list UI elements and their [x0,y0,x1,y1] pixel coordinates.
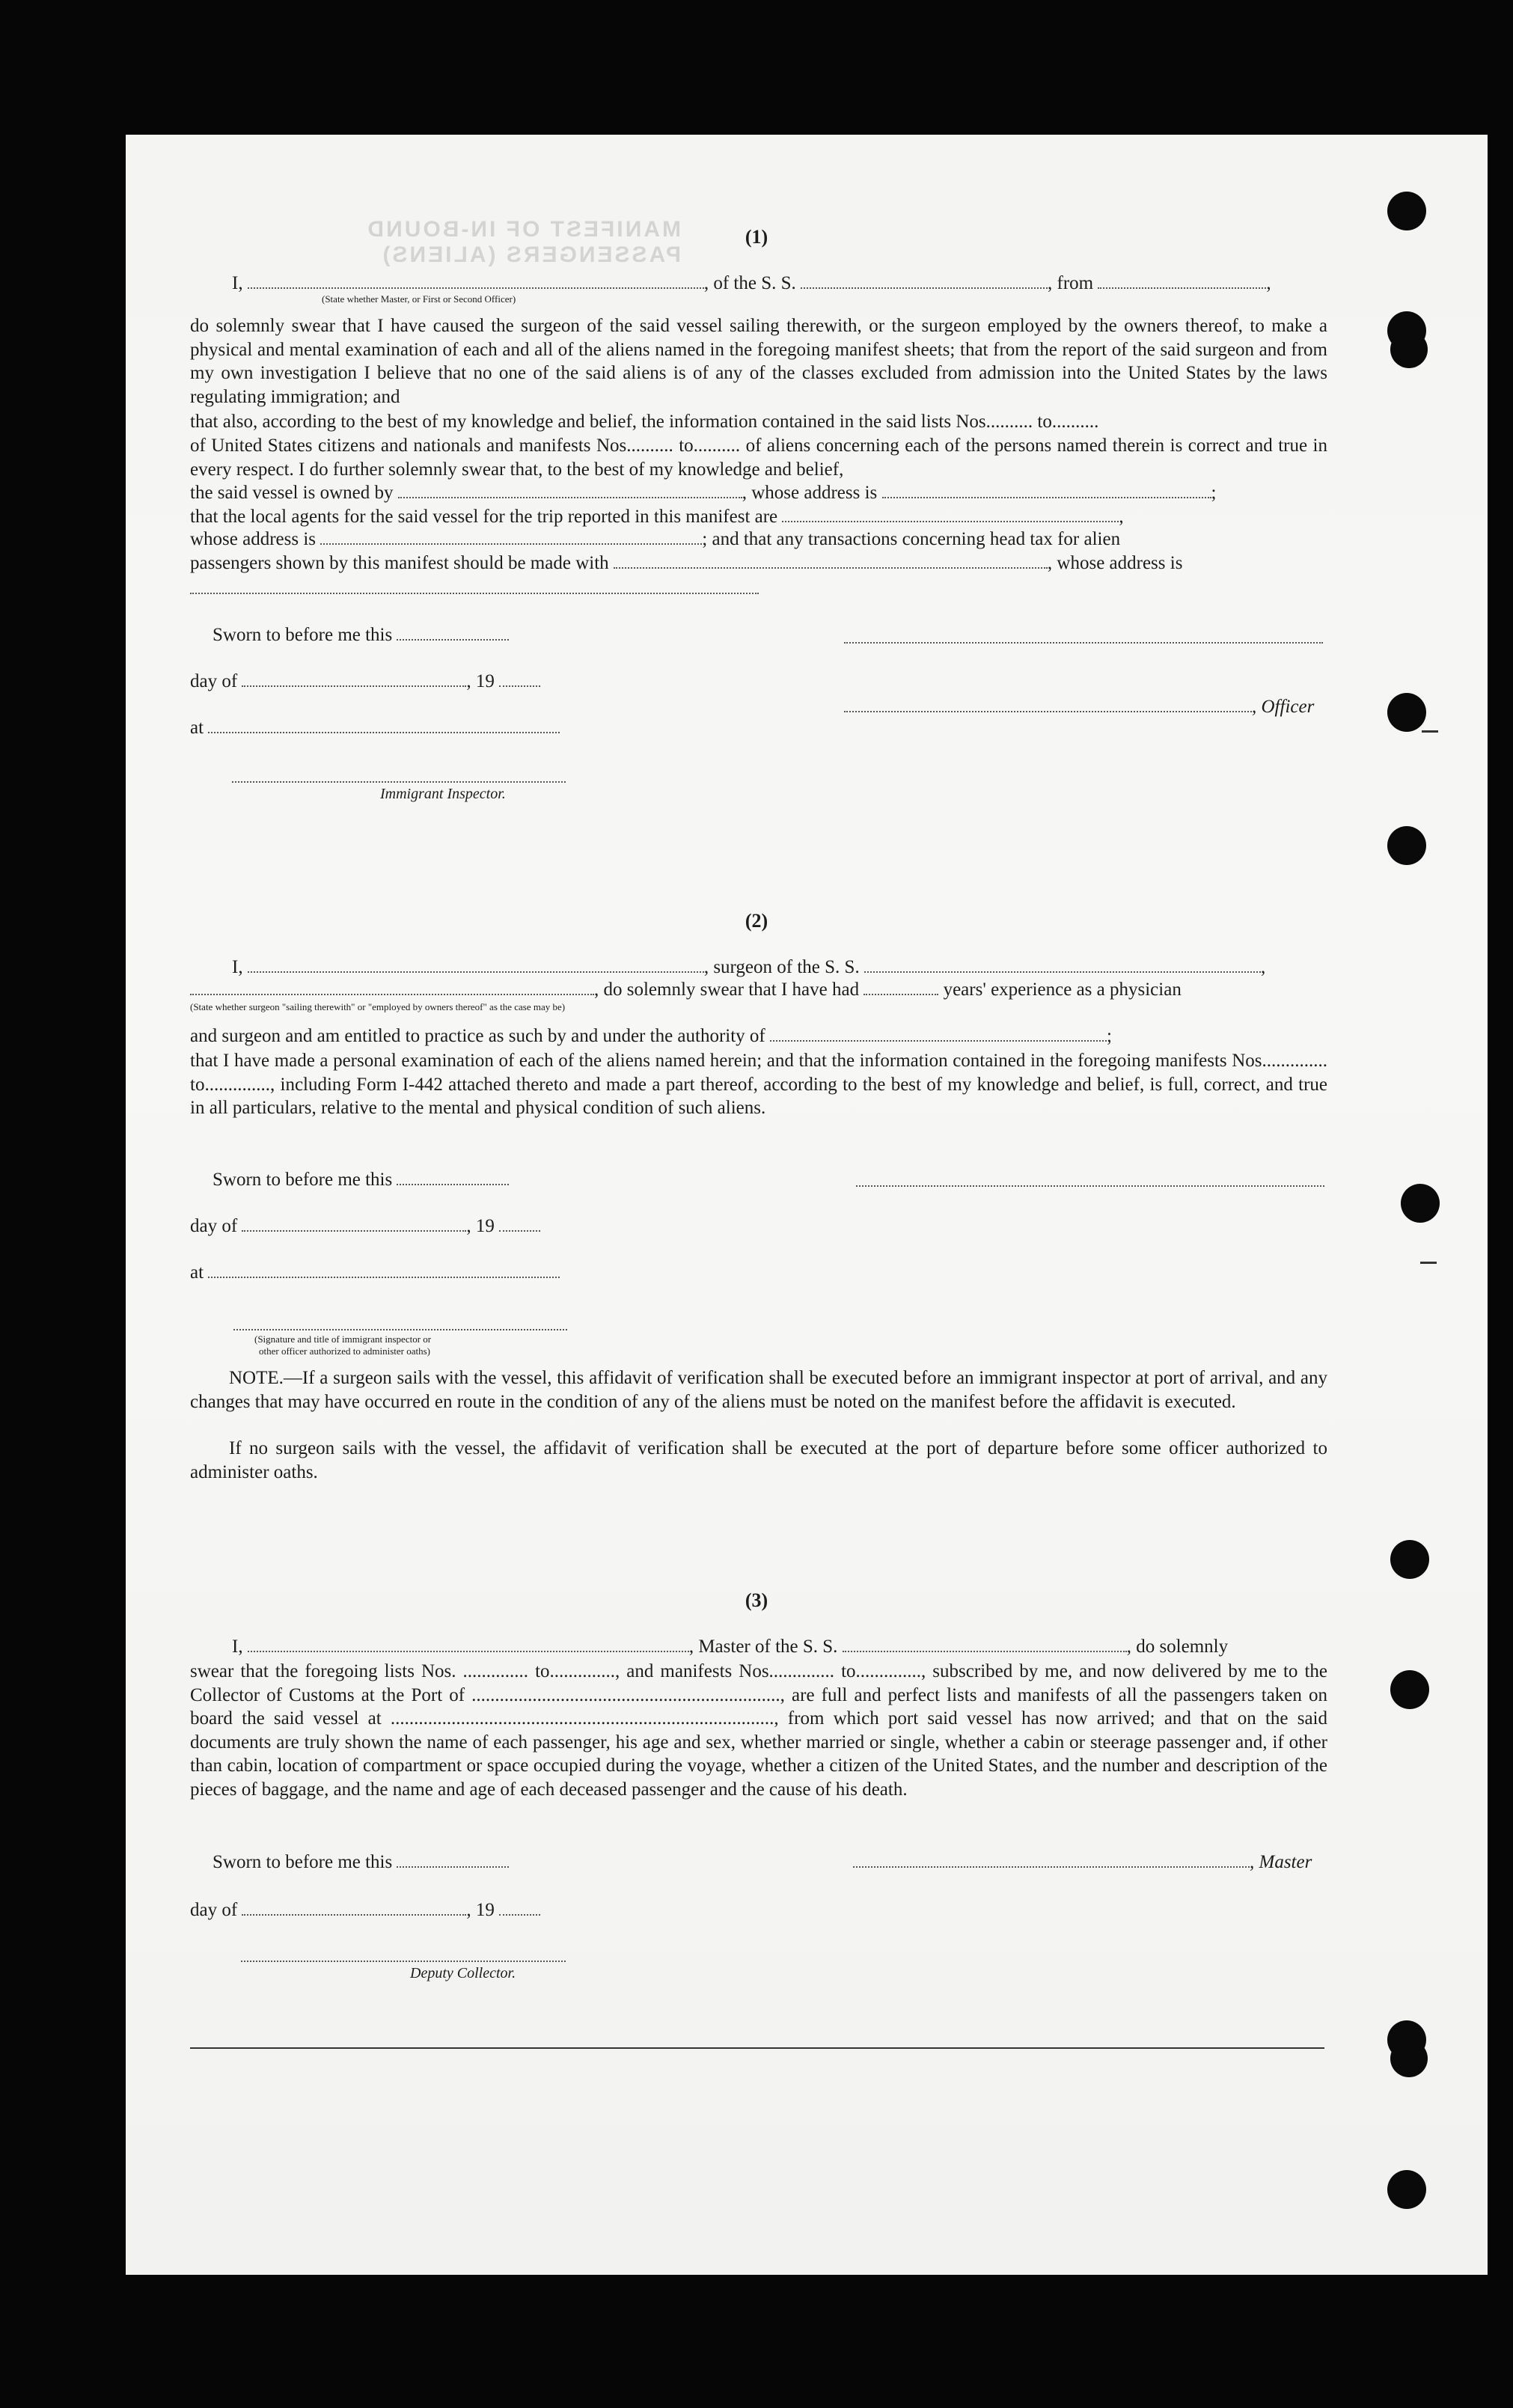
s1-day-of: day of , 19 [190,670,540,692]
s1-body-a: do solemnly swear that I have caused the surgeon of the said vessel sailing therewith, or the surgeon employed by the owners thereof, to make a physical and mental examination of each and all of the aliens named in the foregoing manifest sheets; that from the report of the said surgeon and from my own investigation I believe that no one of the said aliens is of any of the classes excluded from admission into the United States by the laws regulating immigration; and [190,316,1327,407]
s1-sworn: Sworn to before me this [213,624,509,646]
owner-address-blank[interactable] [882,482,1211,498]
binder-hole [1387,2170,1426,2209]
surgeon-status-blank[interactable] [190,979,594,995]
master-vessel-blank[interactable] [843,1636,1127,1652]
binder-hole [1390,1670,1429,1709]
sworn-date-blank[interactable] [397,1851,509,1868]
s1-officer: , Officer [844,696,1314,718]
section-3-heading: (3) [745,1589,768,1611]
collector-signature-line[interactable] [241,1961,566,1962]
surgeon-signature-line[interactable] [856,1185,1324,1187]
section-1-heading: (1) [745,226,768,248]
officer-title-blank[interactable] [844,696,1252,712]
officer-name-blank[interactable] [248,272,704,289]
at-blank[interactable] [208,1262,560,1278]
s2-note: NOTE.—If a surgeon sails with the vessel, this affidavit of verification shall be executed before an immigrant inspector at port of arrival, and any changes that may have occurred en route in the condition of any of the aliens must be noted on the manifest before the affidavit is executed. [190,1368,1327,1412]
inspector-signature-line[interactable] [232,781,566,783]
agents-address-blank[interactable] [320,528,702,545]
sworn-date-blank[interactable] [397,1169,509,1185]
s1-caption: (State whether Master, or First or Second Officer) [322,293,516,305]
binder-hole [1387,693,1426,732]
binder-hole [1387,192,1426,230]
from-port-blank[interactable] [1098,272,1266,289]
s1-body-c: of United States citizens and nationals and manifests Nos.......... to.......... of aliens concerning each of the persons named therein is correct and true in every respect. I do further solemnly swear that, to the best of my knowledge and belief, [190,436,1327,480]
at-blank[interactable] [208,717,560,733]
s2-sig-caption-2: other officer authorized to administer oaths) [259,1345,430,1357]
authority-blank[interactable] [770,1025,1107,1042]
bleed-through-title: MANIFEST OF IN-BOUND PASSENGERS (ALIENS) [365,217,681,267]
s3-day-of: day of , 19 [190,1899,540,1921]
s2-at: at [190,1262,560,1283]
day-of-blank[interactable] [242,1215,466,1232]
sworn-date-blank[interactable] [397,624,509,641]
s2-line2: , do solemnly swear that I have had years' experience as a physician [190,979,1182,1000]
s2-sworn: Sworn to before me this [213,1169,509,1191]
s1-local-agents: that the local agents for the said vessel for the trip reported in this manifest are , [190,507,1124,527]
s1-line1: I, , of the S. S. , from , [232,273,1271,293]
s2-day-of: day of , 19 [190,1215,540,1237]
s1-owned-by: the said vessel is owned by , whose address is ; [190,483,1217,503]
s2-note-2: If no surgeon sails with the vessel, the affidavit of verification shall be executed at the port of departure before some officer authorized to administer oaths. [190,1438,1327,1482]
surgeon-name-blank[interactable] [248,956,704,973]
master-name-blank[interactable] [248,1636,689,1652]
year-blank[interactable] [499,1215,540,1232]
s3-collector-label: Deputy Collector. [410,1965,516,1981]
binder-hole [1387,311,1426,350]
vessel-name-blank[interactable] [801,272,1048,289]
head-tax-agent-blank[interactable] [614,552,1048,569]
s3-master: , Master [853,1851,1312,1873]
s1-inspector-label: Immigrant Inspector. [380,786,506,802]
local-agents-blank[interactable] [782,506,1119,522]
s3-body: swear that the foregoing lists Nos. .............. to.............., and manifests Nos.............. to.............., subscribed by me, and now delivered by me to the Collector of Customs at the Port of .................................................................., are full and perfect lists and manifests of all the passengers taken on board the said vessel at .................................................................................., from which port said vessel has now arrived; and that on the said documents are truly shown the name of each passenger, his age and sex, whether married or single, whether a cabin or steerage passenger and, if other than cabin, location of compartment or space occupied during the voyage, whether a citizen of the United States, and the number and description of the pieces of baggage, and the name and age of each deceased passenger and the cause of his death. [190,1661,1327,1800]
s1-passengers: passengers shown by this manifest should be made with , whose address is [190,553,1183,573]
head-tax-address-blank[interactable] [190,593,759,594]
master-signature-blank[interactable] [853,1851,1250,1868]
binder-hole [1387,826,1426,865]
s1-at: at [190,717,560,739]
owner-blank[interactable] [398,482,742,498]
s2-sig-caption-1: (Signature and title of immigrant inspector or [254,1333,432,1345]
margin-mark [1420,1262,1437,1264]
year-blank[interactable] [499,670,540,687]
s2-caption: (State whether surgeon "sailing therewith" or "employed by owners thereof" as the case may be) [190,1001,566,1012]
s2-authority: and surgeon and am entitled to practice as such by and under the authority of ; [190,1026,1112,1046]
day-of-blank[interactable] [242,670,466,687]
s3-line1: I, , Master of the S. S. , do solemnly [232,1637,1229,1657]
binder-hole [1390,1540,1429,1579]
year-blank[interactable] [499,1899,540,1916]
s1-body-b: that also, according to the best of my knowledge and belief, the information contained in the said lists Nos.......... to.......... [190,412,1099,432]
bottom-rule [190,2047,1324,2049]
s2-line1: I, , surgeon of the S. S. , [232,957,1266,977]
binder-hole [1401,1184,1440,1223]
officer-signature-line[interactable] [844,642,1323,644]
surgeon-vessel-blank[interactable] [864,956,1261,973]
s2-body: that I have made a personal examination of each of the aliens named herein; and that the information contained in the foregoing manifests Nos.............. to.............., including Form I-442 attached thereto and made a part thereof, according to the best of my knowledge and belief, is full, correct, and true in all particulars, relative to the mental and physical condition of such aliens. [190,1051,1327,1119]
s1-agents-address: whose address is ; and that any transactions concerning head tax for alien [190,529,1121,549]
s3-sworn: Sworn to before me this [213,1851,509,1873]
years-experience-blank[interactable] [864,979,938,995]
s2-inspector-signature-line[interactable] [233,1329,567,1330]
section-2-heading: (2) [745,910,768,932]
day-of-blank[interactable] [242,1899,466,1916]
margin-mark [1422,730,1438,733]
binder-hole [1387,2020,1426,2059]
